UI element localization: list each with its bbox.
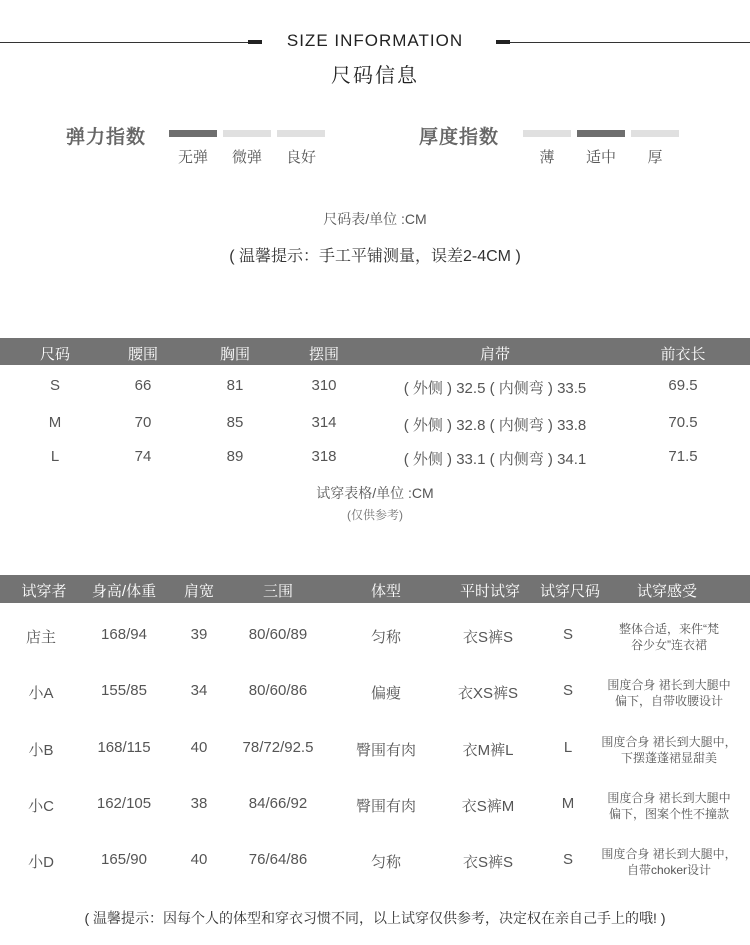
- fit-table-cell: 衣XS裤S: [457, 685, 518, 702]
- fit-table-cell: S: [562, 626, 573, 643]
- fit-table-cell: 168/94: [101, 626, 147, 643]
- size-table-cell: 70.5: [668, 414, 698, 431]
- size-table-cell: 70: [134, 414, 152, 431]
- size-table-cell: 310: [311, 377, 337, 394]
- size-table-cell: S: [49, 377, 60, 394]
- fit-table-cell: 155/85: [101, 682, 147, 699]
- thickness-bar: [523, 130, 571, 137]
- fit-table-cell: 围度合身 裙长到大腿中， 自带choker设计: [601, 847, 737, 877]
- elasticity-option: 无弹: [177, 149, 208, 166]
- fit-table-cell: 39: [190, 626, 208, 643]
- fit-table-cell: 162/105: [96, 795, 152, 812]
- fit-table-cell: 整体合适，来件“梵 谷少女”连衣裙: [619, 622, 719, 652]
- fit-table-cell: S: [562, 851, 573, 868]
- fit-table-cell: 168/115: [97, 739, 151, 756]
- fit-table-cell: S: [562, 682, 573, 699]
- size-table-cell: 89: [226, 448, 244, 465]
- size-header-cell: 肩带: [479, 346, 510, 363]
- fit-header-cell: 肩宽: [183, 583, 214, 600]
- footer-tip: ( 温馨提示：因每个人的体型和穿衣习惯不同，以上试穿仅供参考，决定权在亲自己手上的哦! ): [84, 910, 666, 926]
- fit-table-cell: 围度合身 裙长到大腿中 偏下，图案个性不撞款: [607, 791, 731, 821]
- fit-table-cell: 40: [190, 739, 208, 756]
- size-table-cell: 71.5: [668, 448, 698, 465]
- size-table-cell: 318: [311, 448, 337, 465]
- fit-table-cell: 匀称: [370, 629, 401, 646]
- title-chinese: 尺码信息: [331, 65, 419, 87]
- size-table-cell: ( 外侧 ) 32.8 ( 内侧弯 ) 33.8: [403, 417, 587, 434]
- fit-table-cell: 偏瘦: [370, 685, 401, 702]
- elasticity-bar: [169, 130, 217, 137]
- fit-header-cell: 体型: [370, 583, 401, 600]
- fit-header-cell: 试穿尺码: [539, 583, 600, 600]
- fit-table-cell: 小C: [28, 798, 54, 815]
- fit-table-cell: 小D: [28, 854, 54, 871]
- elasticity-bar: [223, 130, 271, 137]
- thickness-bar: [631, 130, 679, 137]
- fit-table-cell: 78/72/92.5: [242, 739, 314, 756]
- title-english: SIZE INFORMATION: [286, 31, 464, 50]
- fit-table-cell: L: [563, 739, 573, 756]
- thickness-bar: [577, 130, 625, 137]
- fit-table-cell: M: [561, 795, 575, 812]
- fit-table-cell: 店主: [25, 629, 56, 646]
- size-table-cell: M: [48, 414, 62, 431]
- size-table-cell: ( 外侧 ) 33.1 ( 内侧弯 ) 34.1: [403, 451, 587, 468]
- elasticity-option: 微弹: [231, 149, 262, 166]
- fit-table-cell: 84/66/92: [248, 795, 308, 812]
- size-table-cell: L: [50, 448, 60, 465]
- fit-table-cell: 38: [190, 795, 208, 812]
- fit-table-cell: 小B: [28, 742, 54, 759]
- fit-header-cell: 试穿者: [21, 583, 67, 600]
- fit-header-cell: 试穿感受: [636, 583, 697, 600]
- fit-table-cell: 衣S裤S: [462, 854, 513, 871]
- size-table-cell: 66: [134, 377, 152, 394]
- size-table-cell: 81: [226, 377, 244, 394]
- fit-table-unit: 试穿表格/单位 :CM: [316, 485, 434, 501]
- fit-table-cell: 80/60/86: [248, 682, 308, 699]
- fit-header-cell: 三围: [262, 583, 293, 600]
- elasticity-label: 弹力指数: [66, 127, 147, 148]
- fit-table-cell: 衣S裤M: [461, 798, 515, 815]
- thickness-option: 厚: [647, 149, 663, 166]
- size-table-cell: 74: [134, 448, 152, 465]
- elasticity-option: 良好: [285, 149, 316, 166]
- fit-table-cell: 小A: [28, 685, 54, 702]
- fit-table-cell: 165/90: [101, 851, 147, 868]
- fit-header-cell: 身高/体重: [91, 583, 157, 600]
- size-table-cell: 314: [311, 414, 337, 431]
- thickness-option: 薄: [539, 149, 555, 166]
- thickness-label: 厚度指数: [419, 127, 500, 148]
- fit-table-cell: 臀围有肉: [355, 742, 416, 759]
- fit-table-cell: 臀围有肉: [355, 798, 416, 815]
- fit-table-cell: 围度合身 裙长到大腿中， 下摆蓬蓬裙显甜美: [601, 735, 737, 765]
- fit-table-cell: 衣M裤L: [462, 742, 514, 759]
- fit-table-cell: 76/64/86: [248, 851, 308, 868]
- fit-table-cell: 40: [190, 851, 208, 868]
- size-header-cell: 尺码: [39, 346, 70, 363]
- measurement-tip: ( 温馨提示：手工平铺测量，误差2-4CM ): [229, 248, 521, 265]
- thickness-option: 适中: [585, 149, 616, 166]
- size-table-cell: ( 外侧 ) 32.5 ( 内侧弯 ) 33.5: [403, 380, 587, 397]
- fit-table-note: (仅供参考): [347, 508, 403, 522]
- size-table-cell: 69.5: [668, 377, 698, 394]
- size-header-cell: 腰围: [127, 346, 158, 363]
- fit-table-cell: 80/60/89: [248, 626, 308, 643]
- size-table-cell: 85: [226, 414, 244, 431]
- fit-table-cell: 34: [190, 682, 208, 699]
- fit-table-cell: 匀称: [370, 854, 401, 871]
- size-table-unit: 尺码表/单位 :CM: [323, 211, 427, 227]
- size-header-cell: 摆围: [308, 346, 339, 363]
- fit-table-cell: 衣S裤S: [462, 629, 513, 646]
- elasticity-bar: [277, 130, 325, 137]
- fit-table-cell: 围度合身 裙长到大腿中 偏下，自带收腰设计: [607, 678, 731, 708]
- size-header-cell: 胸围: [219, 346, 250, 363]
- fit-header-cell: 平时试穿: [459, 583, 520, 600]
- size-header-cell: 前衣长: [660, 346, 706, 363]
